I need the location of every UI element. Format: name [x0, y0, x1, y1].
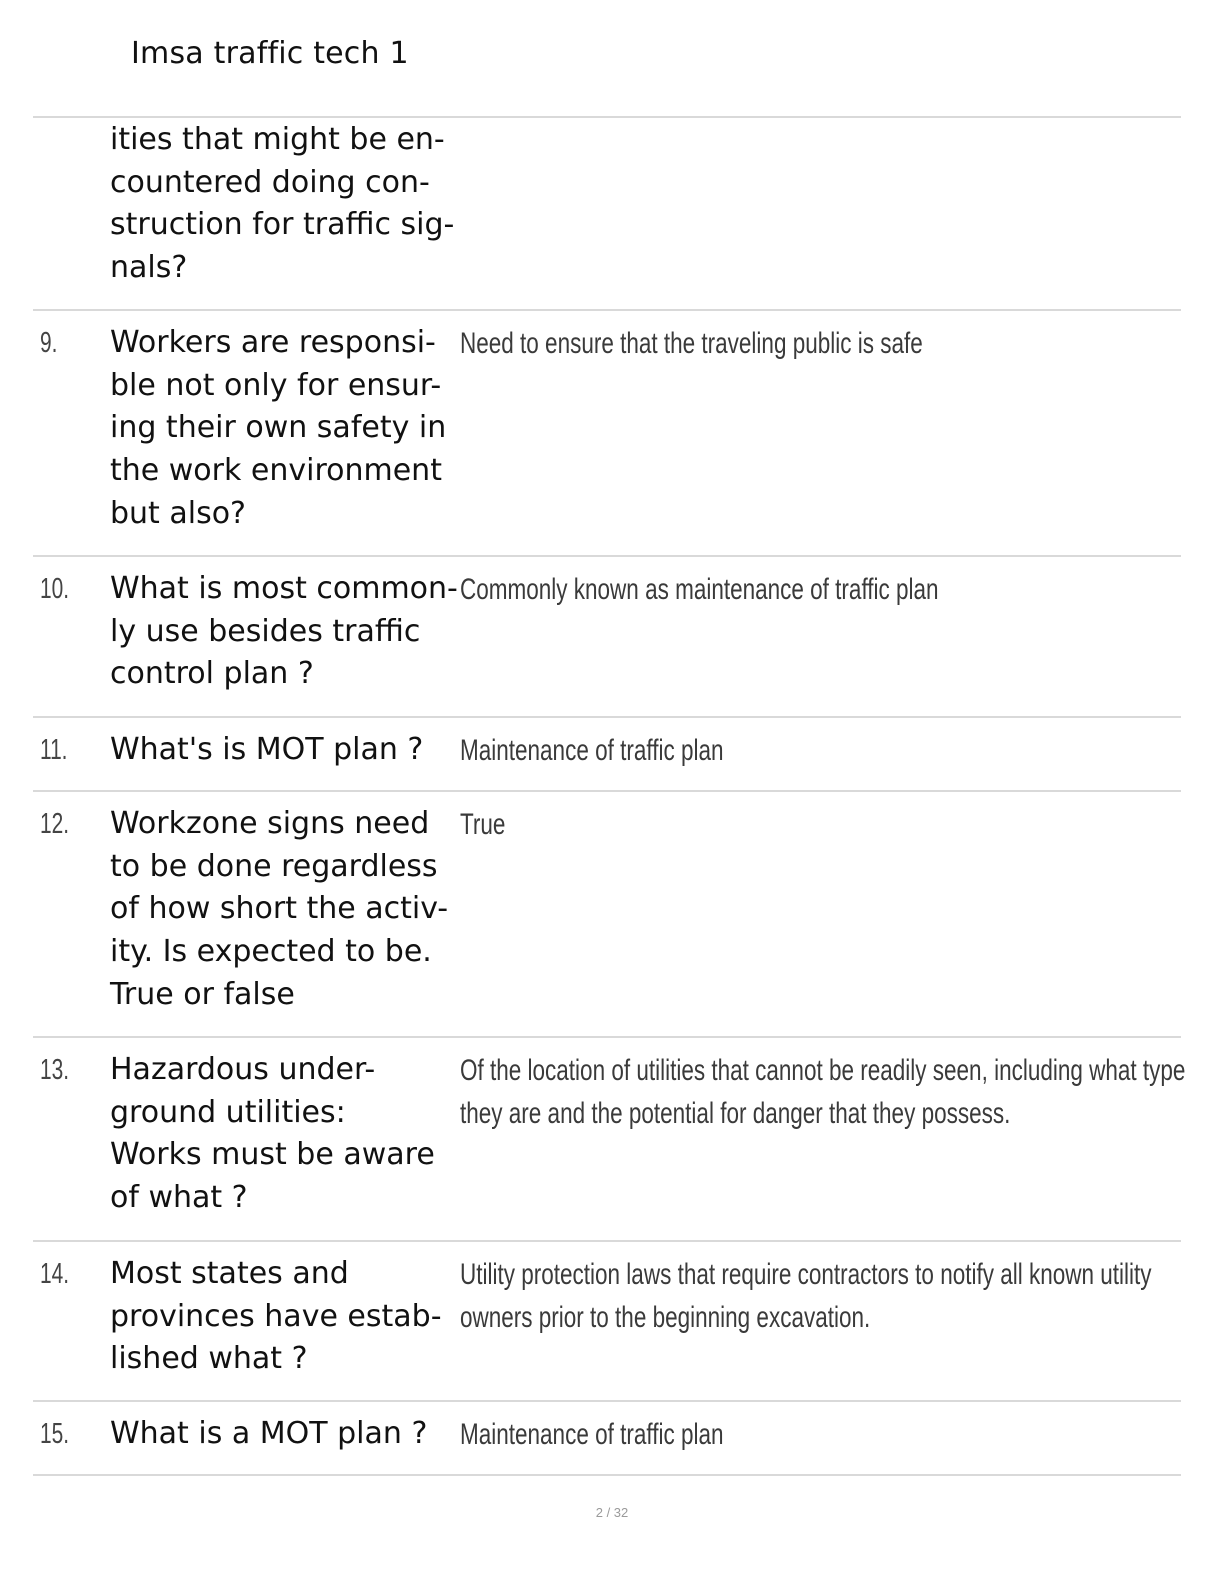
answer-text — [460, 803, 1195, 846]
question-line: ly use besides traffic — [110, 613, 421, 649]
question-number: 9. — [40, 327, 58, 359]
question-text — [110, 568, 460, 696]
question-line: ing their own safety in — [110, 410, 447, 446]
question-row-14 — [33, 1253, 1181, 1397]
question-row-13 — [33, 1049, 1186, 1237]
answer-line: Maintenance of traffic plan — [460, 1418, 724, 1451]
question-line: lished what ? — [110, 1341, 308, 1377]
question-line: control plan ? — [110, 656, 314, 692]
divider — [33, 1474, 1181, 1476]
question-line: Hazardous under- — [110, 1052, 376, 1087]
divider — [33, 1240, 1181, 1242]
continued-question-row — [33, 119, 1181, 309]
question-line: True or false — [110, 976, 295, 1012]
answer-line: Commonly known as maintenance of traffic plan — [460, 573, 939, 606]
question-text — [110, 1413, 460, 1456]
divider — [33, 555, 1181, 557]
question-row-10 — [33, 568, 1181, 713]
question-line: nals? — [110, 250, 188, 286]
answer-text — [460, 322, 1195, 365]
question-row-15 — [33, 1413, 1181, 1471]
question-text — [110, 1253, 460, 1381]
answer-text — [460, 729, 1195, 772]
question-number: 14. — [40, 1258, 70, 1290]
question-line: ity. Is expected to be. — [110, 934, 432, 970]
question-line: countered doing con- — [110, 164, 430, 200]
question-number: 15. — [40, 1418, 70, 1450]
question-number: 12. — [40, 808, 70, 840]
question-line: struction for traffic sig- — [110, 207, 455, 243]
question-line: Workers are responsi- — [110, 325, 436, 360]
question-line: the work environment — [110, 453, 442, 489]
answer-line: Utility protection laws that require contractors to notify all known utility — [460, 1258, 1152, 1291]
question-line: Most states and — [110, 1256, 349, 1291]
page-title: Imsa traffic tech 1 — [131, 36, 409, 71]
question-row-12 — [33, 803, 1181, 1033]
answer-text — [460, 1413, 1195, 1456]
answer-line: Need to ensure that the traveling public is safe — [460, 327, 923, 360]
question-row-9 — [33, 322, 1181, 552]
question-line: What is most common- — [110, 571, 458, 606]
question-row-11 — [33, 729, 1181, 787]
question-number: 10. — [40, 573, 70, 605]
answer-line: Of the location of utilities that cannot be readily seen, including what type — [460, 1054, 1186, 1087]
question-line: but also? — [110, 495, 246, 531]
divider — [33, 716, 1181, 718]
question-line: of how short the activ- — [110, 891, 449, 927]
divider — [33, 1400, 1181, 1402]
question-line: to be done regardless — [110, 848, 438, 884]
question-number: 11. — [40, 734, 68, 766]
answer-line: they are and the potential for danger that they possess. — [460, 1097, 1011, 1130]
divider — [33, 116, 1181, 118]
question-text — [110, 803, 460, 1017]
question-line: ground utilities: — [110, 1094, 346, 1130]
question-line: ble not only for ensur- — [110, 367, 442, 403]
question-line: ities that might be en- — [110, 122, 445, 157]
answer-line: owners prior to the beginning excavation. — [460, 1301, 871, 1334]
question-text — [110, 322, 460, 536]
question-line: Works must be aware — [110, 1137, 435, 1173]
answer-text — [460, 1049, 1195, 1135]
answer-line: Maintenance of traffic plan — [460, 734, 724, 767]
question-text — [110, 1049, 460, 1220]
answer-text — [460, 1253, 1195, 1339]
question-number: 13. — [40, 1054, 70, 1086]
divider — [33, 309, 1181, 311]
divider — [33, 790, 1181, 792]
answer-text — [460, 568, 1195, 611]
question-text — [110, 729, 460, 772]
continued-question-text — [110, 119, 460, 290]
divider — [33, 1036, 1181, 1038]
question-line: provinces have estab- — [110, 1298, 442, 1334]
page-indicator: 2 / 32 — [595, 1505, 629, 1520]
question-line: What's is MOT plan ? — [110, 732, 424, 767]
question-line: What is a MOT plan ? — [110, 1416, 428, 1451]
question-line: of what ? — [110, 1180, 248, 1216]
question-line: Workzone signs need — [110, 806, 430, 841]
answer-line: True — [460, 808, 506, 841]
